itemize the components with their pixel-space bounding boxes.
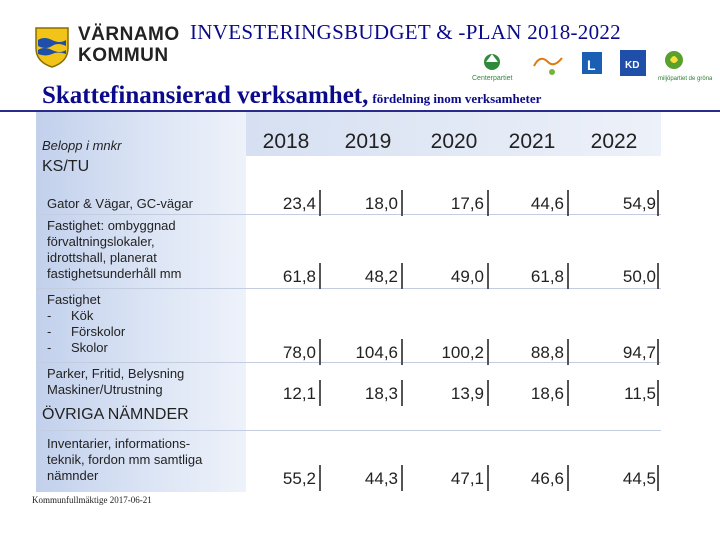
column-tick: [567, 190, 569, 216]
column-tick: [657, 339, 659, 365]
value-cell: 23,4: [282, 194, 316, 213]
column-tick: [319, 190, 321, 216]
column-tick: [657, 190, 659, 216]
column-tick: [487, 380, 489, 406]
row-label-gator: Gator & Vägar, GC-vägar: [47, 196, 193, 211]
varnamo-logo: [34, 22, 179, 72]
column-tick: [401, 465, 403, 491]
kd-logo-icon: [620, 50, 646, 76]
year-2020: 2020: [430, 130, 478, 153]
row-label-fastighet-kok-skolor: Fastighet - Kök - Förskolor - Skolor: [47, 292, 126, 355]
column-tick: [567, 339, 569, 365]
year-2021: 2021: [508, 130, 556, 153]
value-cell: 88,8: [530, 343, 564, 362]
miljopartiet-logo-icon: [658, 51, 712, 82]
value-cell: 13,9: [450, 384, 484, 403]
value-cell: 61,8: [530, 267, 564, 286]
row-divider: [36, 430, 661, 431]
value-cell: 55,2: [282, 469, 316, 488]
column-tick: [319, 380, 321, 406]
row-label-inventarier: Inventarier, informations- teknik, fordon mm samtliga nämnder: [47, 436, 203, 483]
coat-of-arms-icon: [34, 26, 70, 68]
slide-title: INVESTERINGSBUDGET & -PLAN 2018-2022: [190, 20, 621, 44]
value-cell: 17,6: [450, 194, 484, 213]
value-cell: 78,0: [282, 343, 316, 362]
value-cell: 12,1: [282, 384, 316, 403]
value-cell: 18,6: [530, 384, 564, 403]
value-cell: 94,7: [622, 343, 656, 362]
svg-text:miljöpartiet de gröna: miljöpartiet de gröna: [658, 76, 712, 82]
svg-text:L: L: [587, 57, 596, 73]
column-tick: [567, 380, 569, 406]
value-cell: 47,1: [450, 469, 484, 488]
ryd-logo-icon: [534, 58, 562, 75]
subtitle: [42, 82, 541, 110]
row-label-parker: Parker, Fritid, Belysning Maskiner/Utrustning: [47, 366, 185, 397]
logo-text: [78, 24, 180, 66]
value-cell: 18,0: [364, 194, 398, 213]
year-2022: 2022: [590, 130, 638, 153]
value-cell: 61,8: [282, 267, 316, 286]
value-cell: 100,2: [441, 343, 484, 362]
svg-text:Centerpartiet: Centerpartiet: [472, 75, 513, 82]
section-title-ovriga-namnder: ÖVRIGA NÄMNDER: [42, 406, 189, 423]
column-tick: [319, 339, 321, 365]
column-tick: [487, 263, 489, 289]
column-tick: [487, 190, 489, 216]
svg-text:KD: KD: [625, 60, 640, 71]
row-label-fastighet-ombyggnad: Fastighet: ombyggnad förvaltningslokaler, idrottshall, planerat fastighetsunderhåll mm: [47, 218, 182, 281]
column-tick: [567, 465, 569, 491]
value-cell: 44,3: [364, 469, 398, 488]
value-cell: 44,6: [530, 194, 564, 213]
centerpartiet-logo-icon: [472, 54, 513, 82]
year-2019: 2019: [344, 130, 392, 153]
unit-label: Belopp i mnkr: [42, 138, 122, 153]
footnote: Kommunfullmäktige 2017-06-21: [32, 495, 152, 505]
column-tick: [657, 465, 659, 491]
logo-line-2: KOMMUN: [78, 45, 169, 66]
value-cell: 49,0: [450, 267, 484, 286]
column-tick: [487, 465, 489, 491]
subtitle-detail: fördelning inom verksamheter: [372, 91, 542, 106]
value-cell: 11,5: [624, 384, 656, 403]
liberalerna-logo-icon: [582, 52, 602, 74]
value-cell: 48,2: [364, 267, 398, 286]
column-tick: [401, 263, 403, 289]
year-2018: 2018: [262, 130, 310, 153]
column-tick: [657, 263, 659, 289]
column-tick: [401, 339, 403, 365]
value-cell: 44,5: [622, 469, 656, 488]
value-cell: 18,3: [364, 384, 398, 403]
logo-line-1: VÄRNAMO: [78, 24, 180, 45]
value-cell: 54,9: [622, 194, 656, 213]
value-cell: 50,0: [622, 267, 656, 286]
column-tick: [567, 263, 569, 289]
column-tick: [319, 263, 321, 289]
column-tick: [487, 339, 489, 365]
column-tick: [401, 380, 403, 406]
section-title-ks-tu: KS/TU: [42, 158, 90, 175]
column-tick: [657, 380, 659, 406]
column-tick: [401, 190, 403, 216]
subtitle-main: Skattefinansierad verksamhet,: [42, 82, 369, 109]
column-tick: [319, 465, 321, 491]
value-cell: 46,6: [530, 469, 564, 488]
value-cell: 104,6: [355, 343, 398, 362]
